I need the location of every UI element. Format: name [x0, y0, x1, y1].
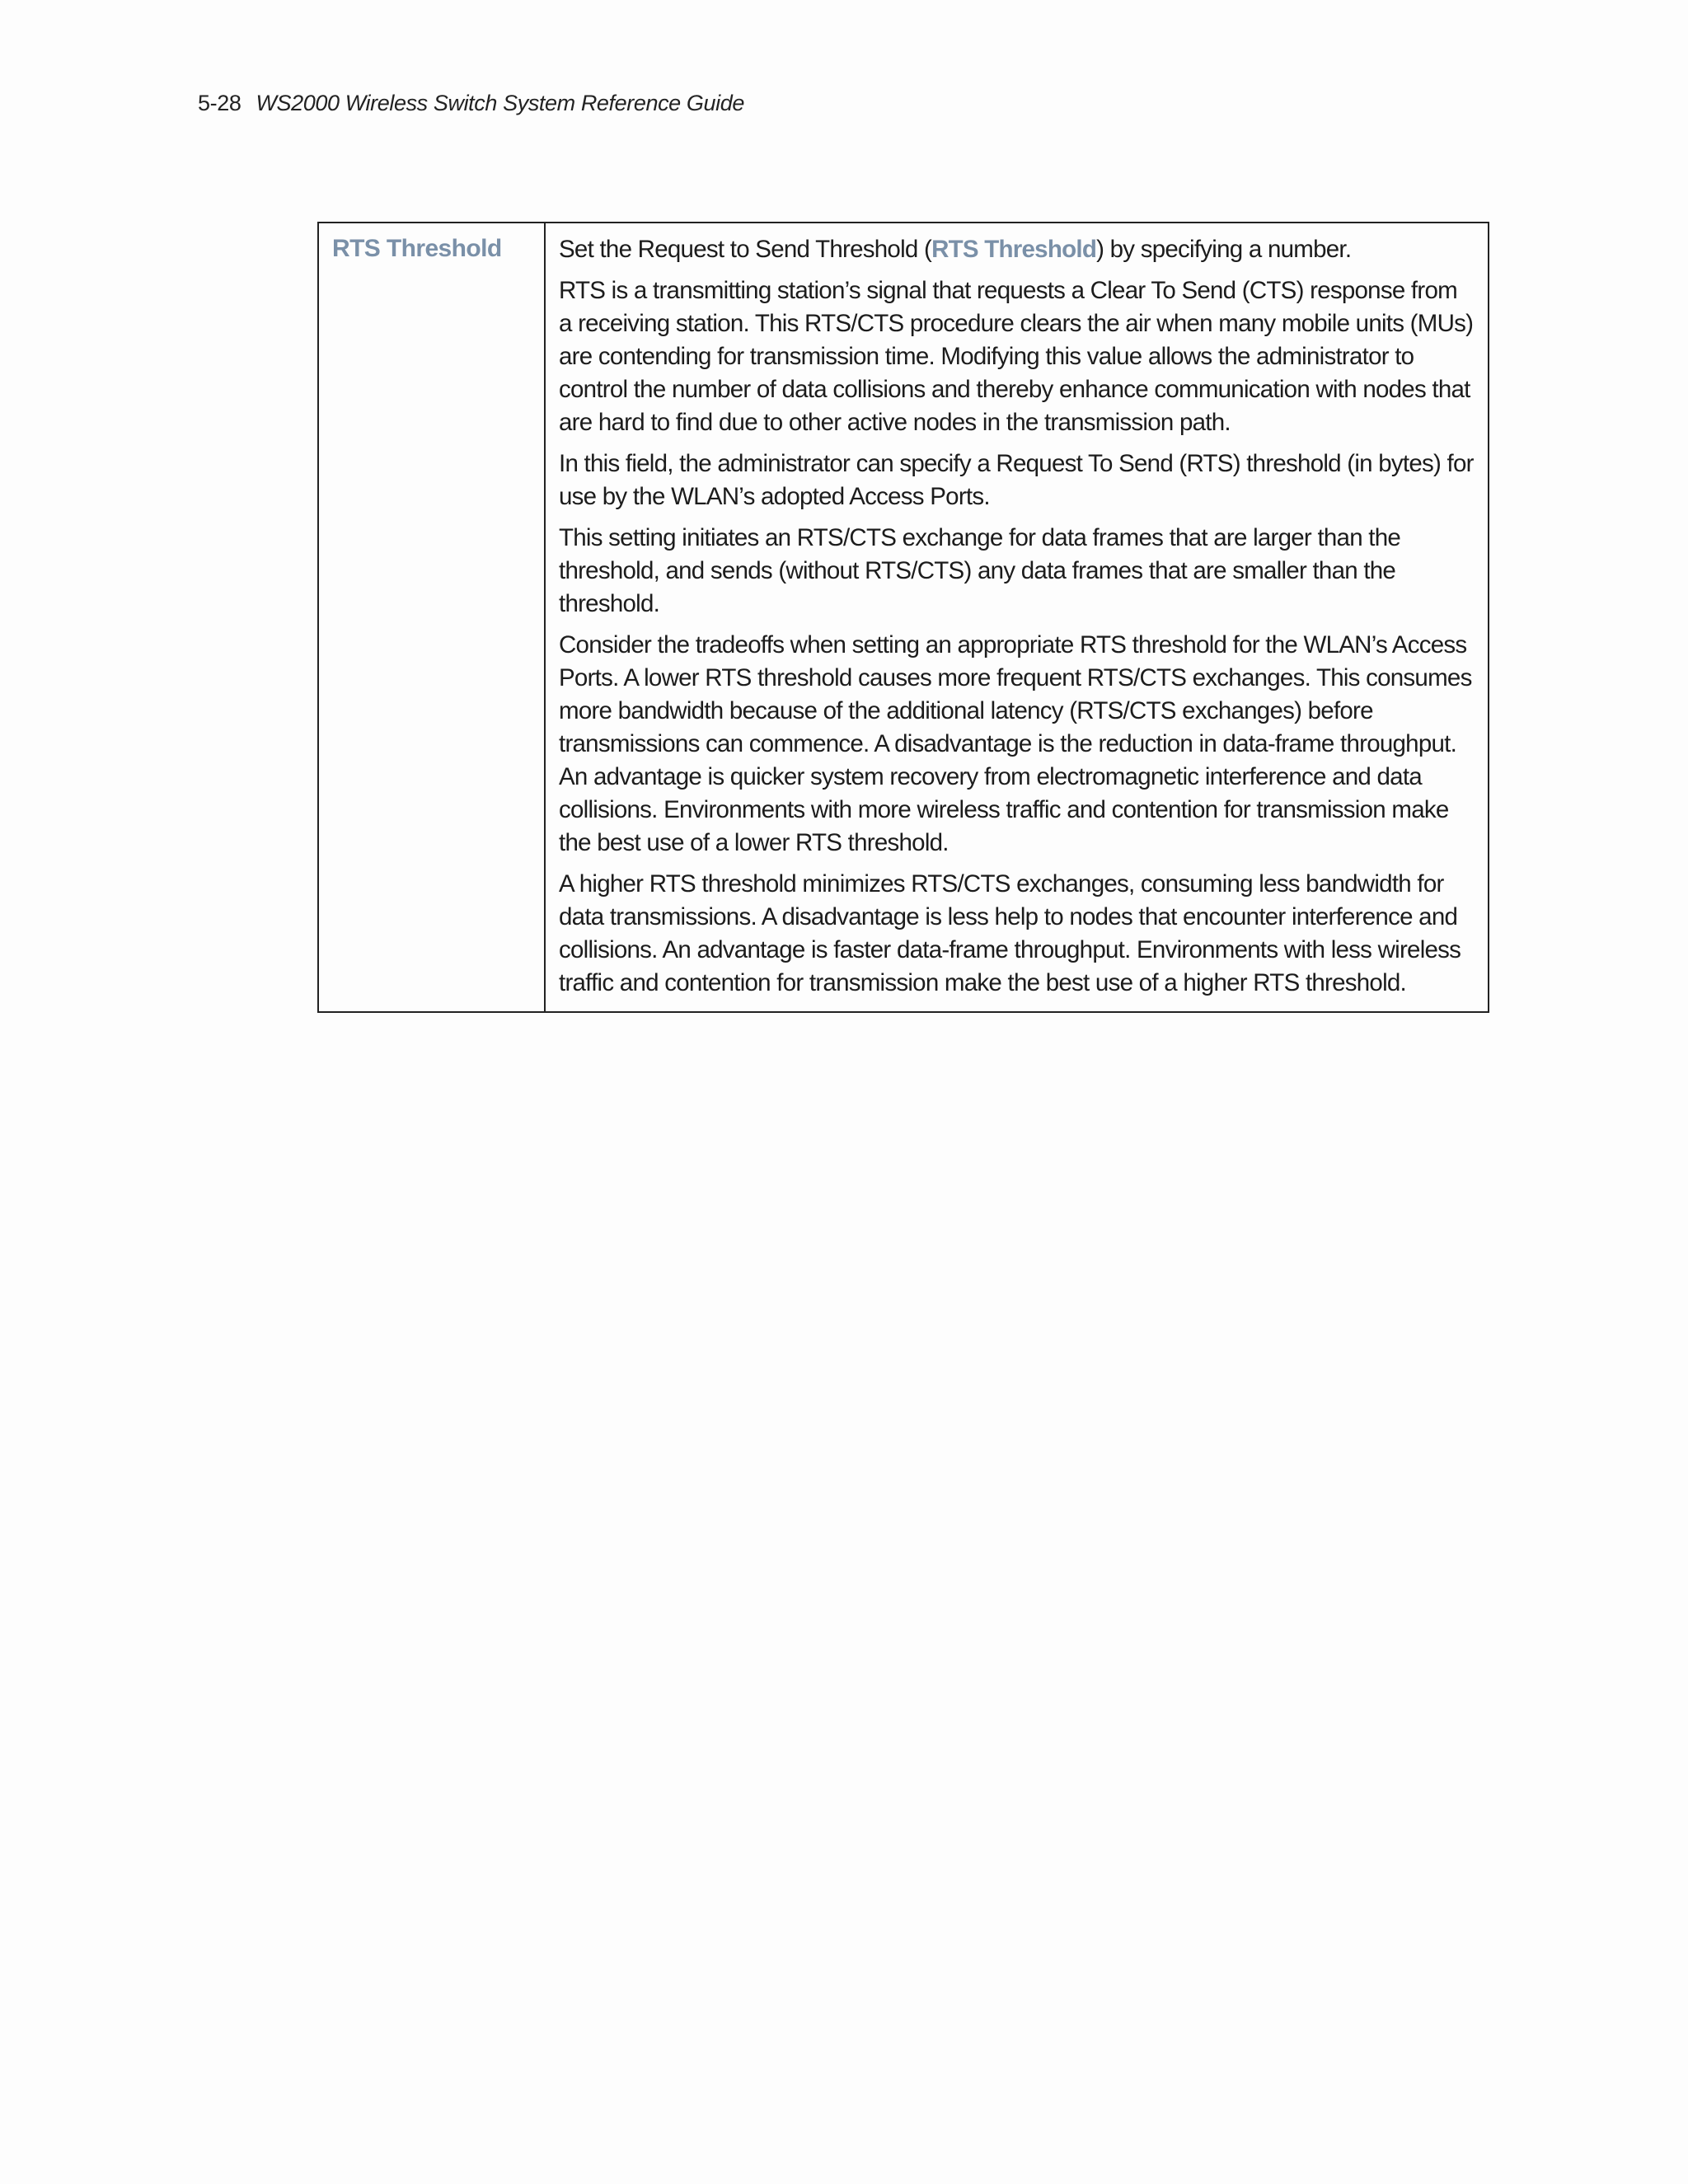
parameter-name: RTS Threshold: [332, 235, 502, 262]
guide-title: WS2000 Wireless Switch System Reference Guide: [256, 91, 744, 115]
description-paragraph: In this field, the administrator can specify a Request To Send (RTS) threshold (in bytes) for use by the WLAN’s adopted Access Ports.: [559, 450, 1474, 510]
table-row: [318, 223, 1489, 1012]
parameter-name-cell: [318, 223, 545, 1012]
description-paragraph: RTS is a transmitting station’s signal that requests a Clear To Send (CTS) response from a receiving station. This RTS/CTS procedure clears the air when many mobile units (MUs) are contending for transmission time. Modifying this value allows the administrator to control the number of data collisions and thereby enhance communication with nodes that are hard to find due to other active nodes in the transmission path.: [559, 277, 1474, 436]
description-intro: [559, 233, 1475, 266]
intro-text-before: Set the Request to Send Threshold (: [559, 236, 932, 263]
description-paragraph: Consider the tradeoffs when setting an appropriate RTS threshold for the WLAN’s Access Ports. A lower RTS threshold causes more frequent RTS/CTS exchanges. This consumes more bandwidth because of the additional latency (RTS/CTS exchanges) before transmissions can commence. A disadvantage is the reduction in data-frame throughput. An advantage is quicker system recovery from electromagnetic interference and data collisions. Environments with more wireless traffic and contention for transmission make the best use of a lower RTS threshold.: [559, 631, 1472, 856]
description-paragraph: This setting initiates an RTS/CTS exchange for data frames that are larger than the threshold, and sends (without RTS/CTS) any data frames that are smaller than the threshold.: [559, 524, 1401, 617]
parameter-table: [317, 222, 1489, 1013]
page-number: 5-28: [198, 91, 241, 115]
page-header: [198, 91, 744, 116]
intro-text-after: ) by specifying a number.: [1096, 236, 1352, 263]
parameter-description-cell: [545, 223, 1489, 1012]
intro-parameter-reference: RTS Threshold: [931, 236, 1097, 263]
description-paragraph: A higher RTS threshold minimizes RTS/CTS exchanges, consuming less bandwidth for data transmissions. A disadvantage is less help to nodes that encounter interference and collisions. An advantage is faster data-frame throughput. Environments with less wireless traffic and contention for transmission make the best use of a higher RTS threshold.: [559, 870, 1461, 996]
